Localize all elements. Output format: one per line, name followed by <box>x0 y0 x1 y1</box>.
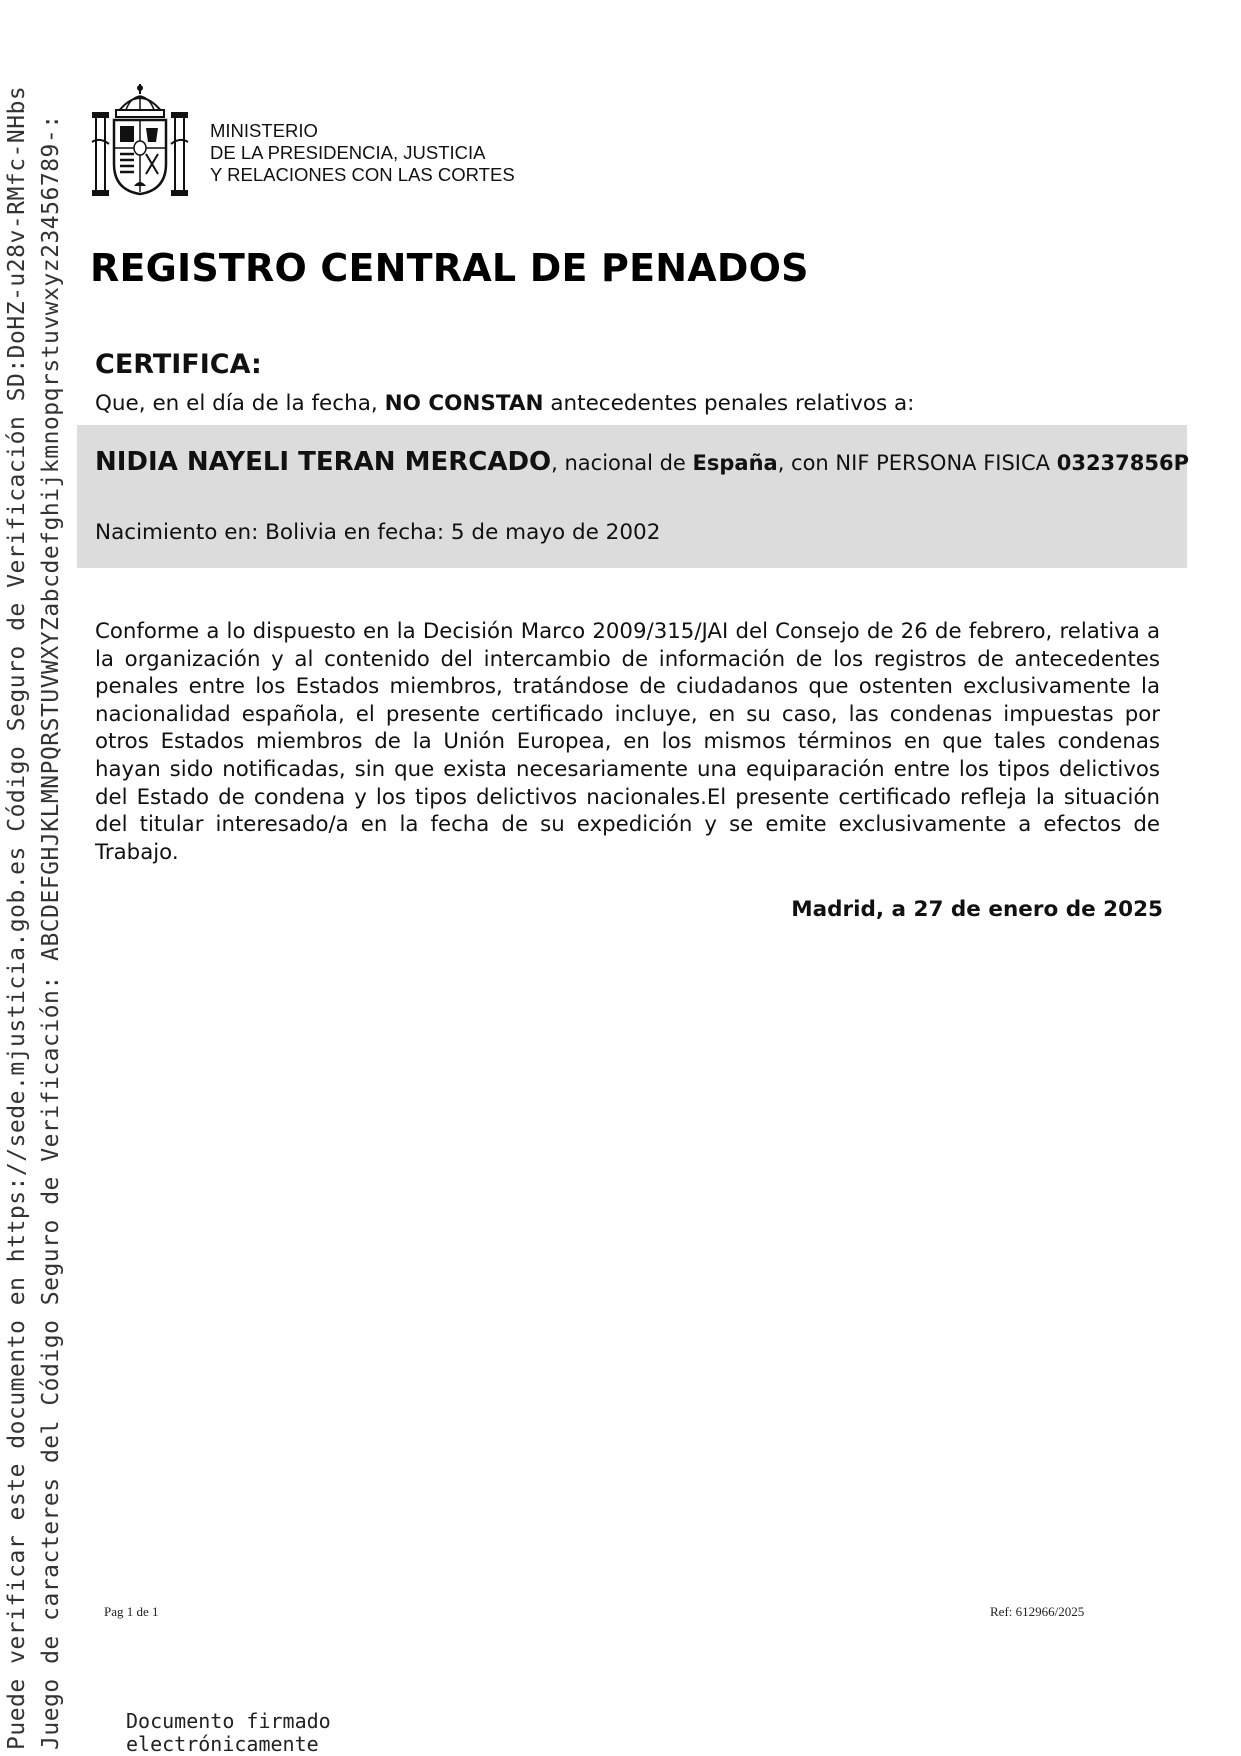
spanish-coat-of-arms-icon <box>90 82 190 198</box>
nif-prefix: , con NIF PERSONA FISICA <box>777 451 1057 475</box>
place-and-date: Madrid, a 27 de enero de 2025 <box>791 897 1163 922</box>
nationality: España <box>692 451 778 475</box>
signature-line-2: electrónicamente <box>126 1732 319 1756</box>
nif-number: 03237856P <box>1056 451 1190 475</box>
ministry-header <box>90 82 550 202</box>
no-constan-text: NO CONSTAN <box>384 391 544 416</box>
verification-charset-note: Juego de caracteres del Código Seguro de Verificación: ABCDEFGHJKLMNPQRSTUVWXYZabcdefghijkmnopqrstuvwxyz23456789-: <box>38 114 64 1750</box>
person-details-box <box>77 425 1190 568</box>
birth-info: Nacimiento en: Bolivia en fecha: 5 de mayo de 2002 <box>95 520 661 545</box>
ministry-name <box>210 120 515 186</box>
ministry-line-2: DE LA PRESIDENCIA, JUSTICIA <box>210 142 486 163</box>
intro-suffix: antecedentes penales relativos a: <box>543 391 915 416</box>
ministry-line-1: MINISTERIO <box>210 120 318 141</box>
verification-url-note: Puede verificar este documento en https://sede.mjusticia.gob.es Código Seguro de Verificación SD:DoHZ-u28v-RMfc-NHbs <box>4 85 30 1750</box>
person-name: NIDIA NAYELI TERAN MERCADO <box>95 447 552 477</box>
signature-note <box>126 1710 331 1756</box>
certifica-intro <box>95 391 914 416</box>
reference-number: Ref: 612966/2025 <box>990 1604 1085 1619</box>
document-title: REGISTRO CENTRAL DE PENADOS <box>90 246 809 290</box>
ministry-line-3: Y RELACIONES CON LAS CORTES <box>210 164 515 185</box>
page-number: Pag 1 de 1 <box>104 1604 159 1619</box>
legal-paragraph: Conforme a lo dispuesto en la Decisión Marco 2009/315/JAI del Consejo de 26 de febrero, relativa a la organización y al contenido del intercambio de información de los registros de antecedentes penales entre los Estados miembros, tratándose de ciudadanos que ostenten exclusivamente la nacionalidad española, el presente certificado incluye, en su caso, las condenas impuestas por otros Estados miembros de la Unión Europea, en los mismos términos en que tales condenas hayan sido notificadas, sin que exista necesariamente una equiparación entre los tipos delictivos del Estado de condena y los tipos delictivos nacionales.El presente certificado refleja la situación del titular interesado/a en la fecha de su expedición y se emite exclusivamente a efectos de Trabajo. <box>95 619 1160 865</box>
nationality-prefix: , nacional de <box>551 451 693 475</box>
person-line <box>95 447 1189 477</box>
verification-sidebar <box>0 0 70 1755</box>
intro-prefix: Que, en el día de la fecha, <box>95 391 385 416</box>
certifica-label: CERTIFICA: <box>95 349 262 380</box>
signature-line-1: Documento firmado <box>126 1709 331 1733</box>
